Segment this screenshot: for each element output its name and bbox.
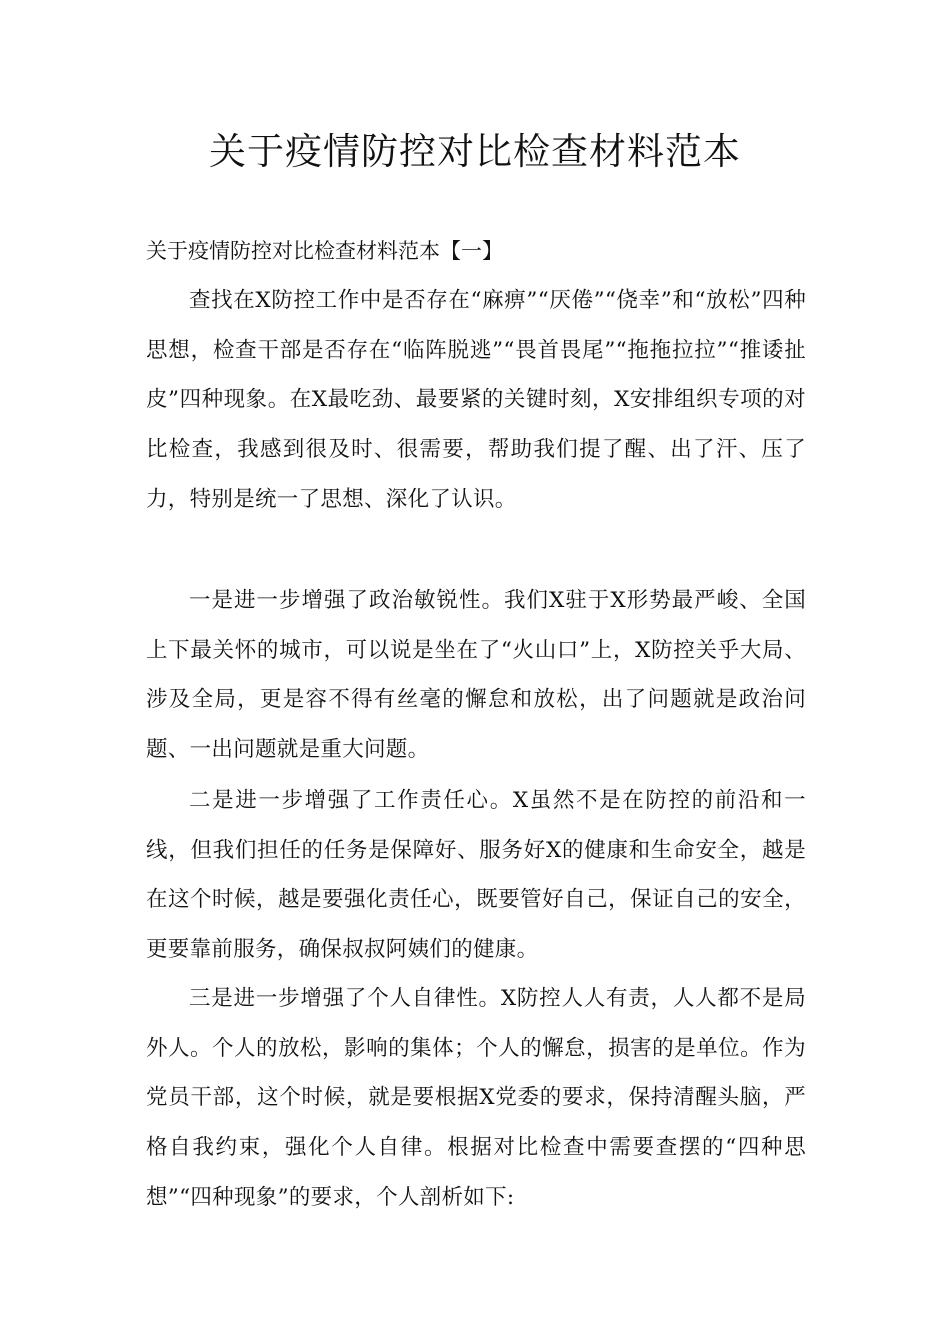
paragraph-intro: 查找在X防控工作中是否存在“麻痹”“厌倦”“侥幸”和“放松”四种思想，检查干部是否存在“临阵脱逃”“畏首畏尾”“拖拖拉拉”“推诿扯皮”四种现象。在X最吃劲、最要紧的关键时刻，X安排组织专项的对比检查，我感到很及时、很需要，帮助我们提了醒、出了汗、压了力，特别是统一了思想、深化了认识。 bbox=[146, 288, 806, 512]
paragraph-political-awareness: 一是进一步增强了政治敏锐性。我们X驻于X形势最严峻、全国上下最关怀的城市，可以说是坐在了“火山口”上，X防控关乎大局、涉及全局，更是容不得有丝毫的懈怠和放松，出了问题就是政治问题、一出问题就是重大问题。 bbox=[146, 588, 806, 763]
section-heading: 关于疫情防控对比检查材料范本【一】 bbox=[146, 239, 503, 263]
paragraph-work-responsibility: 二是进一步增强了工作责任心。X虽然不是在防控的前沿和一线，但我们担任的任务是保障好、服务好X的健康和生命安全，越是在这个时候，越是要强化责任心，既要管好自己，保证自己的安全，更要靠前服务，确保叔叔阿姨们的健康。 bbox=[146, 788, 806, 963]
paragraph-self-discipline: 三是进一步增强了个人自律性。X防控人人有责，人人都不是局外人。个人的放松，影响的集体；个人的懈怠，损害的是单位。作为党员干部，这个时候，就是要根据X党委的要求，保持清醒头脑，严格自我约束，强化个人自律。根据对比检查中需要查摆的“四种思想”“四种现象”的要求，个人剖析如下: bbox=[146, 986, 806, 1210]
document-title: 关于疫情防控对比检查材料范本 bbox=[209, 130, 741, 173]
